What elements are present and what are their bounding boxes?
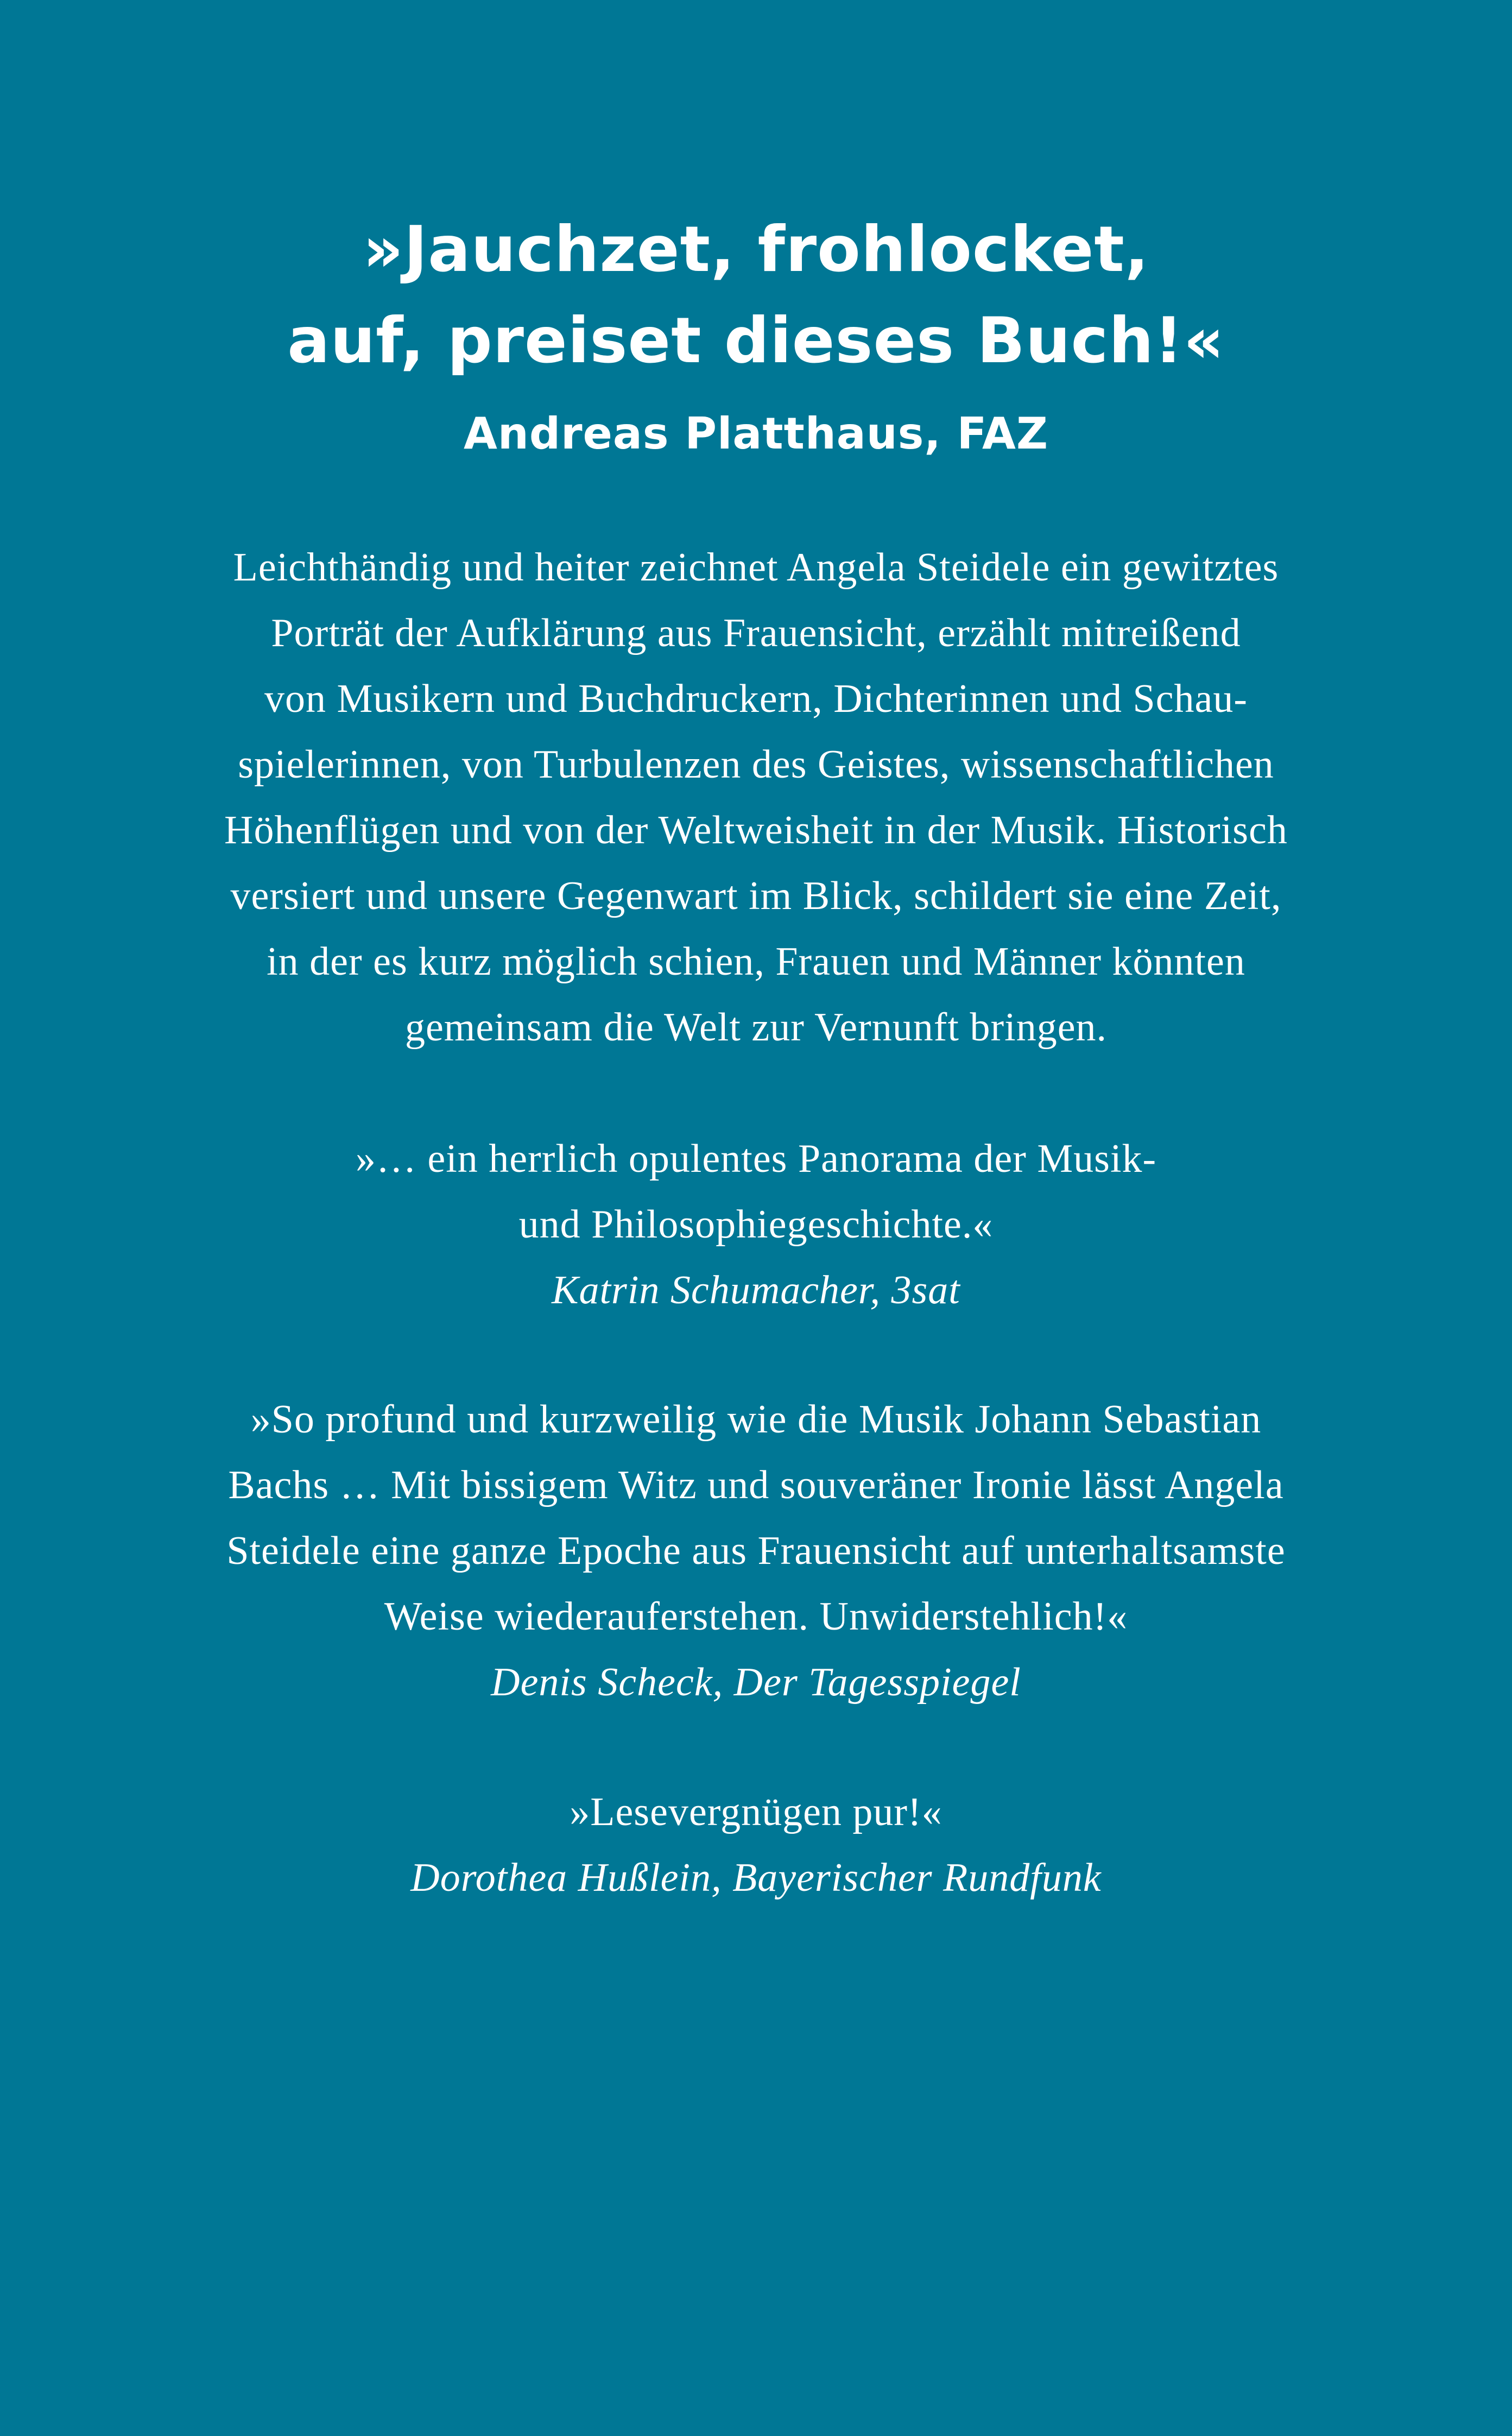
review-attribution: Dorothea Hußlein, Bayerischer Rundfunk — [410, 1856, 1102, 1900]
description-line: in der es kurz möglich schien, Frauen und Männer könnten — [267, 939, 1245, 984]
review-quote-line: »… ein herrlich opulentes Panorama der Musik- — [355, 1137, 1157, 1181]
review-quote — [0, 1387, 1512, 1715]
review-attribution: Katrin Schumacher, 3sat — [552, 1268, 960, 1312]
description-line: Leichthändig und heiter zeichnet Angela Steidele ein gewitztes — [233, 545, 1279, 590]
review-attribution: Denis Scheck, Der Tagesspiegel — [491, 1660, 1021, 1705]
description-line: spielerinnen, von Turbulenzen des Geistes, wissenschaftlichen — [238, 742, 1274, 787]
review-quote-line: und Philosophiegeschichte.« — [518, 1202, 994, 1247]
description-line: Höhenflügen und von der Weltweisheit in der Musik. Historisch — [224, 808, 1288, 853]
headline-line: auf, preiset dieses Buch!« — [287, 304, 1225, 377]
review-quote-line: »Lesevergnügen pur!« — [570, 1790, 942, 1834]
headline-quote — [0, 204, 1512, 387]
review-quote — [0, 1126, 1512, 1323]
description-line: von Musikern und Buchdruckern, Dichterinnen und Schau- — [264, 677, 1248, 721]
headline-line: »Jauchzet, frohlocket, — [363, 213, 1149, 286]
description-line: Porträt der Aufklärung aus Frauensicht, erzählt mitreißend — [271, 611, 1241, 655]
description-line: gemeinsam die Welt zur Vernunft bringen. — [404, 1005, 1108, 1050]
book-description — [0, 535, 1512, 1061]
headline-attribution: Andreas Platthaus, FAZ — [464, 408, 1048, 459]
review-quote-line: Weise wiederauferstehen. Unwiderstehlich!« — [384, 1594, 1128, 1639]
description-line: versiert und unsere Gegenwart im Blick, schildert sie eine Zeit, — [230, 874, 1282, 918]
review-quote-line: Bachs … Mit bissigem Witz und souveräner Ironie lässt Angela — [228, 1463, 1284, 1507]
review-quote — [0, 1779, 1512, 1911]
review-quote-line: Steidele eine ganze Epoche aus Frauensicht auf unterhaltsamste — [226, 1529, 1286, 1573]
review-quote-line: »So profund und kurzweilig wie die Musik Johann Sebastian — [250, 1397, 1262, 1442]
